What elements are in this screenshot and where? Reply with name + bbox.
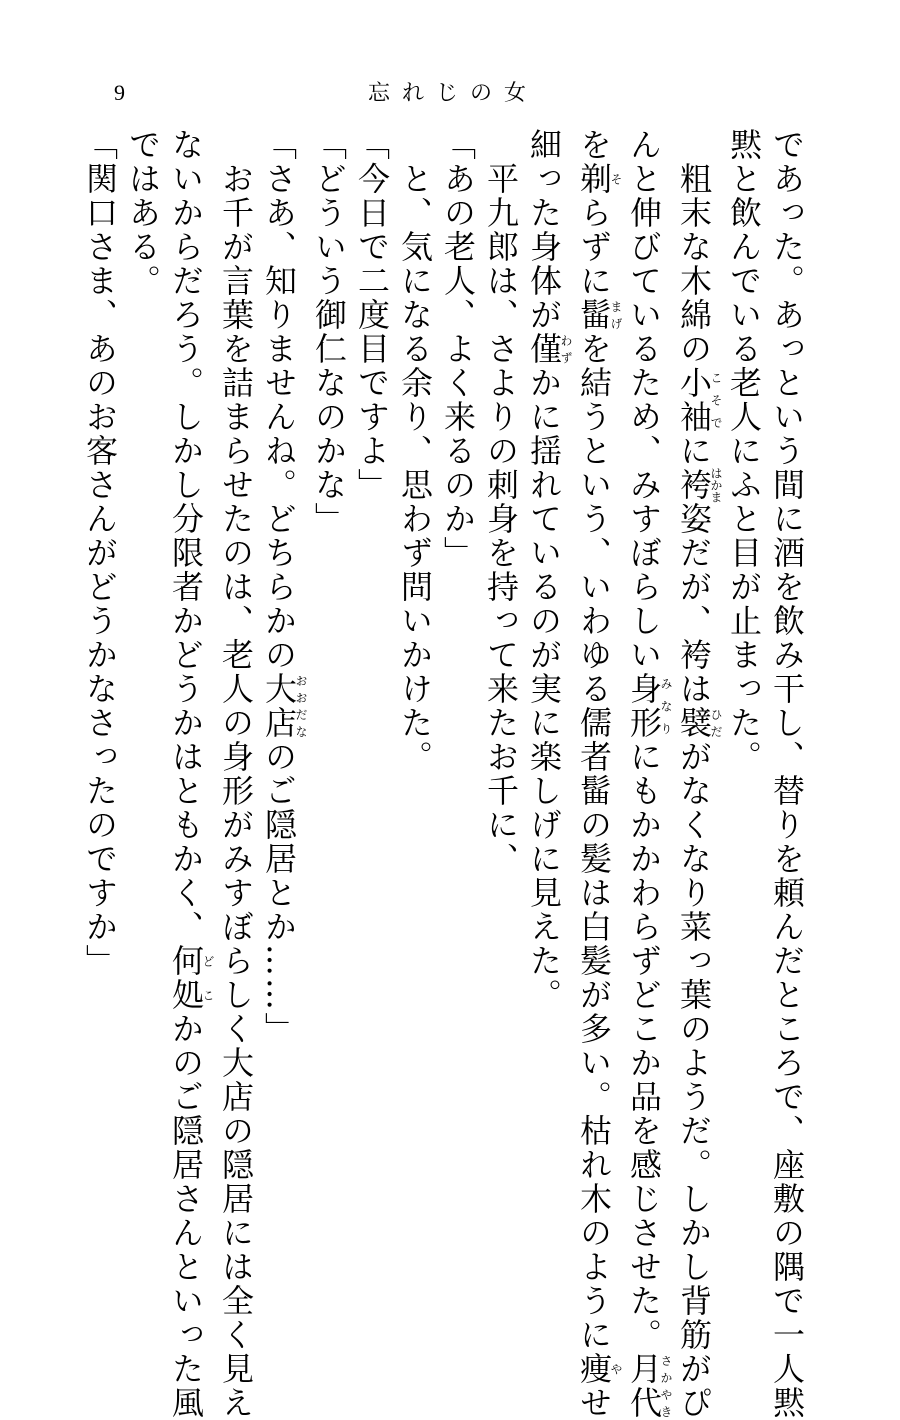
text-line-8: 「あの老人、よく来るのか」 bbox=[439, 128, 477, 570]
text-line-10: 「今日で二度目ですよ」 bbox=[353, 128, 391, 502]
running-title: 忘れじの女 bbox=[368, 81, 539, 106]
body-text bbox=[78, 128, 808, 1420]
text-line-4: んと伸びているため、みすぼらしい身形みなりにもかかわらずどこか品を感じさせた。月代さかやき bbox=[625, 128, 673, 1420]
text-line-9: と、気になる余り、思わず問いかけた。 bbox=[396, 128, 434, 774]
text-line-13: お千が言葉を詰まらせたのは、老人の身形がみすぼらしく大店の隠居には全く見え bbox=[217, 128, 255, 1420]
text-line-15: ではある。 bbox=[124, 128, 162, 298]
text-line-2: 黙と飲んでいる老人にふと目が止まった。 bbox=[725, 128, 763, 774]
text-line-6: 細った身体が僅わずかに揺れているのが実に楽しげに見えた。 bbox=[525, 128, 573, 1012]
text-line-14: ないからだろう。しかし分限者かどうかはともかく、何処どこかのご隠居さんといった風 bbox=[167, 128, 215, 1420]
text-line-5: を剃そらずに髷まげを結うという、いわゆる儒者髷の髪は白髪が多い。枯れ木のように痩やせ bbox=[575, 128, 623, 1420]
text-line-16: 「関口さま、あのお客さんがどうかなさったのですか」 bbox=[81, 128, 119, 978]
text-line-1: であった。あっという間に酒を飲み干し、替りを頼んだところで、座敷の隅で一人黙 bbox=[768, 128, 806, 1420]
text-line-12: 「さあ、知りませんね。どちらかの大店おおだなのご隠居とか……」 bbox=[260, 128, 308, 1046]
text-line-11: 「どういう御仁なのかな」 bbox=[310, 128, 348, 536]
page-number: 9 bbox=[114, 80, 125, 105]
text-line-3: 粗末な木綿の小袖こそでに袴はかま姿だが、袴は襞ひだがなくなり菜っ葉のようだ。しかし背筋がぴ bbox=[675, 128, 723, 1420]
text-line-7: 平九郎は、さよりの刺身を持って来たお千に、 bbox=[482, 128, 520, 876]
